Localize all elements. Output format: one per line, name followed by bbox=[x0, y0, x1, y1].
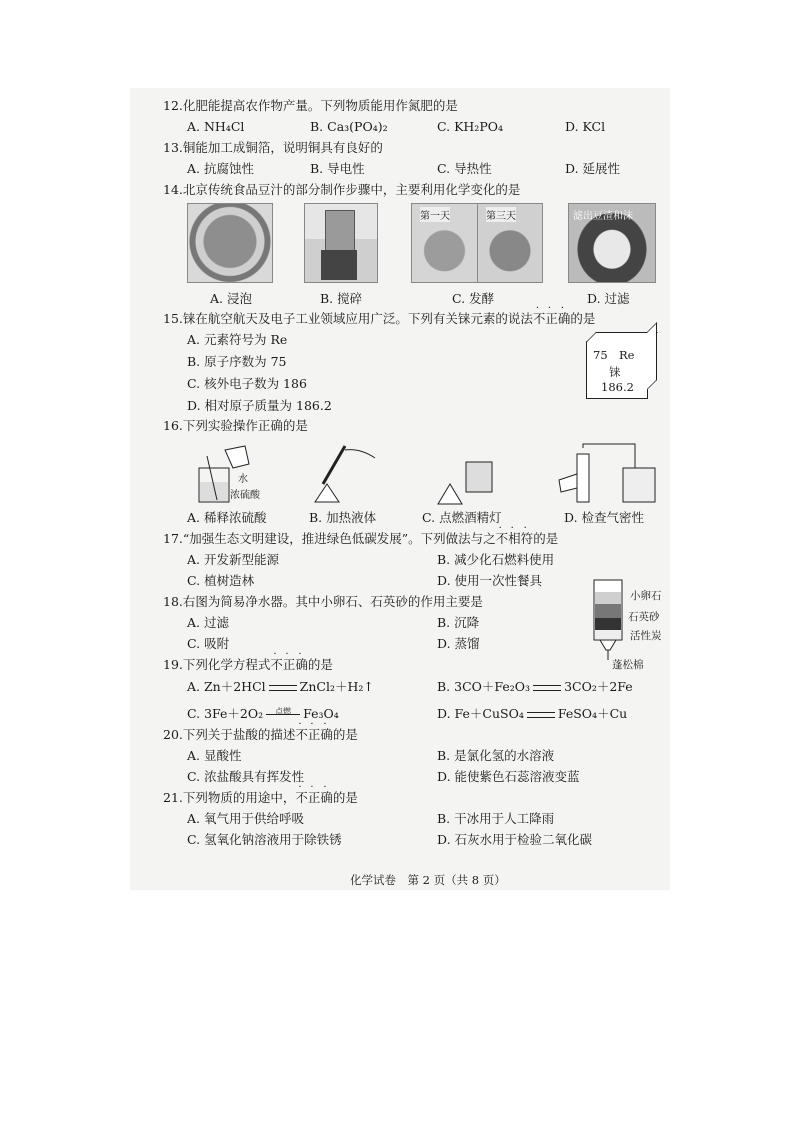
emphasis-dot: · bbox=[560, 303, 565, 314]
q17-option-d: D. 使用一次性餐具 bbox=[437, 573, 543, 588]
reaction-arrow bbox=[266, 707, 300, 716]
q19-option-d bbox=[437, 706, 627, 722]
q14-option-b: B. 搅碎 bbox=[320, 291, 363, 306]
q20-option-c: C. 浓盐酸具有挥发性 bbox=[187, 769, 305, 784]
q19-a-reactants: A. Zn＋2HCl bbox=[187, 679, 266, 694]
q20-stem-pre: 20.下列关于盐酸的描述 bbox=[163, 727, 296, 742]
emphasis-dot: · bbox=[298, 649, 302, 660]
label-water: 水 bbox=[238, 474, 248, 485]
q18-option-d: D. 蒸馏 bbox=[437, 636, 480, 651]
q15-emphasis-text: 不正确 bbox=[532, 311, 571, 326]
card-side-face bbox=[647, 322, 657, 390]
question-20-stem bbox=[163, 719, 358, 743]
second-lamp bbox=[466, 462, 492, 492]
element-card-rhenium bbox=[586, 341, 648, 399]
blender-photo bbox=[304, 203, 378, 283]
reaction-condition: 点燃 bbox=[275, 707, 292, 716]
q16-option-c: C. 点燃酒精灯 bbox=[422, 510, 502, 525]
emphasis-dot: · bbox=[323, 719, 327, 730]
emphasis-dot: · bbox=[547, 303, 552, 314]
lighting-lamp-diagram bbox=[430, 450, 500, 508]
q19-b-products: 3CO₂＋2Fe bbox=[564, 679, 633, 694]
label-concentrated-acid: 浓硫酸 bbox=[230, 490, 260, 501]
alcohol-lamp bbox=[315, 484, 339, 502]
emphasis-dot: · bbox=[310, 719, 314, 730]
emphasis-dot: · bbox=[523, 523, 527, 534]
q15-option-d: D. 相对原子质量为 186.2 bbox=[187, 398, 332, 413]
emphasis-dot: · bbox=[298, 782, 302, 793]
q17-stem-pre: 17.“加强生态文明建设，推进绿色低碳发展”。下列做法与之 bbox=[163, 531, 496, 546]
q19-stem-post: 的是 bbox=[307, 657, 333, 672]
q12-option-c: C. KH₂PO₄ bbox=[437, 119, 503, 134]
q19-emphasis-text: 不正确 bbox=[270, 657, 308, 672]
pebble-layer bbox=[595, 592, 621, 604]
q20-emphasis-text: 不正确 bbox=[295, 727, 333, 742]
water-beaker bbox=[623, 468, 655, 502]
q13-option-b: B. 导电性 bbox=[310, 161, 365, 176]
question-16-stem: 16.下列实验操作正确的是 bbox=[163, 418, 308, 433]
q17-emphasis-text: 不相符 bbox=[495, 531, 534, 546]
q19-d-reactants: D. Fe＋CuSO₄ bbox=[437, 706, 524, 721]
element-atomic-mass: 186.2 bbox=[601, 380, 634, 394]
q19-a-products: ZnCl₂＋H₂↑ bbox=[299, 679, 374, 694]
cotton-layer bbox=[595, 630, 621, 639]
q18-option-b: B. 沉降 bbox=[437, 615, 480, 630]
q19-option-b bbox=[437, 679, 633, 695]
q19-stem-pre: 19.下列化学方程式 bbox=[163, 657, 271, 672]
filtering-photo bbox=[568, 203, 656, 283]
emphasis-dot: · bbox=[285, 649, 289, 660]
emphasis-dot: · bbox=[535, 303, 540, 314]
element-atomic-number: 75 bbox=[593, 348, 608, 362]
q20-stem-post: 的是 bbox=[332, 727, 358, 742]
q19-emphasis bbox=[270, 649, 308, 672]
alcohol-lamp bbox=[438, 484, 462, 504]
question-14-stem: 14.北京传统食品豆汁的部分制作步骤中，主要利用化学变化的是 bbox=[163, 182, 521, 197]
question-17-stem bbox=[163, 523, 559, 547]
q20-emphasis bbox=[295, 719, 333, 742]
test-tube bbox=[577, 454, 589, 502]
q13-option-c: C. 导热性 bbox=[437, 161, 492, 176]
q15-emphasis bbox=[532, 303, 571, 326]
day1-label: 第一天 bbox=[420, 207, 450, 222]
page-footer: 化学试卷 第 2 页（共 8 页） bbox=[350, 873, 506, 887]
question-15-stem bbox=[163, 303, 596, 327]
blender-jar-shape bbox=[325, 210, 355, 252]
quartz-sand-layer bbox=[595, 604, 621, 618]
heating-liquid-diagram bbox=[305, 440, 385, 506]
q19-c-reactants: C. 3Fe＋2O₂ bbox=[187, 706, 264, 721]
q16-option-d: D. 检查气密性 bbox=[564, 510, 645, 525]
q16-option-a: A. 稀释浓硫酸 bbox=[187, 510, 267, 525]
water-purifier-diagram bbox=[588, 578, 628, 662]
element-name: 铼 bbox=[609, 365, 621, 379]
label-cotton: 蓬松棉 bbox=[612, 659, 644, 671]
label-pebbles: 小卵石 bbox=[630, 590, 662, 602]
q15-option-c: C. 核外电子数为 186 bbox=[187, 376, 307, 391]
q18-option-a: A. 过滤 bbox=[187, 615, 229, 630]
question-19-stem bbox=[163, 649, 333, 673]
q20-option-b: B. 是氯化氢的水溶液 bbox=[437, 748, 555, 763]
filter-label: 滤出豆渣和沫 bbox=[573, 211, 633, 222]
q17-option-a: A. 开发新型能源 bbox=[187, 552, 279, 567]
q16-option-b: B. 加热液体 bbox=[309, 510, 377, 525]
label-activated-carbon: 活性炭 bbox=[630, 630, 662, 642]
q21-option-b: B. 干冰用于人工降雨 bbox=[437, 811, 555, 826]
q18-option-c: C. 吸附 bbox=[187, 636, 230, 651]
emphasis-dot: · bbox=[510, 523, 514, 534]
test-tube bbox=[323, 446, 345, 484]
q21-stem-pre: 21.下列物质的用途中， bbox=[163, 790, 296, 805]
label-quartz-sand: 石英砂 bbox=[628, 611, 660, 623]
equals-sign bbox=[527, 712, 555, 718]
q15-option-b: B. 原子序数为 75 bbox=[187, 354, 287, 369]
q21-emphasis bbox=[295, 782, 333, 805]
question-13-stem: 13.铜能加工成铜箔，说明铜具有良好的 bbox=[163, 140, 383, 155]
q21-option-d: D. 石灰水用于检验二氧化碳 bbox=[437, 832, 593, 847]
q20-option-a: A. 显酸性 bbox=[187, 748, 242, 763]
q13-option-d: D. 延展性 bbox=[565, 161, 621, 176]
fermentation-day3-photo bbox=[477, 203, 543, 283]
q15-stem-post: 的是 bbox=[570, 311, 596, 326]
blender-base-shape bbox=[321, 250, 357, 280]
pouring-beaker bbox=[225, 446, 249, 468]
q14-option-a: A. 浸泡 bbox=[210, 291, 252, 306]
fermentation-day1-photo bbox=[411, 203, 478, 283]
soaking-beans-photo bbox=[187, 203, 273, 283]
q21-emphasis-text: 不正确 bbox=[295, 790, 333, 805]
q14-option-c: C. 发酵 bbox=[452, 291, 495, 306]
q12-option-a: A. NH₄Cl bbox=[187, 119, 245, 134]
q21-stem-post: 的是 bbox=[332, 790, 358, 805]
element-symbol: Re bbox=[619, 348, 635, 362]
q21-option-c: C. 氢氧化钠溶液用于除铁锈 bbox=[187, 832, 342, 847]
q15-option-a: A. 元素符号为 Re bbox=[187, 332, 288, 347]
q17-option-b: B. 减少化石燃料使用 bbox=[437, 552, 555, 567]
q19-b-reactants: B. 3CO＋Fe₂O₃ bbox=[437, 679, 531, 694]
emphasis-dot: · bbox=[498, 523, 502, 534]
q19-option-a bbox=[187, 679, 374, 695]
equals-sign bbox=[533, 685, 561, 691]
hand-holder bbox=[345, 450, 375, 458]
equals-sign bbox=[269, 685, 297, 691]
q17-stem-post: 的是 bbox=[533, 531, 559, 546]
q19-option-c bbox=[187, 706, 339, 722]
hand bbox=[559, 474, 577, 492]
q12-option-b: B. Ca₃(PO₄)₂ bbox=[310, 119, 388, 134]
q19-d-products: FeSO₄＋Cu bbox=[557, 706, 628, 721]
q20-option-d: D. 能使紫色石蕊溶液变蓝 bbox=[437, 769, 580, 784]
question-21-stem bbox=[163, 782, 358, 806]
emphasis-dot: · bbox=[298, 719, 302, 730]
q17-emphasis bbox=[495, 523, 534, 546]
q19-c-products: Fe₃O₄ bbox=[303, 706, 339, 721]
purifier-nozzle bbox=[600, 640, 616, 650]
question-18-stem: 18.右图为简易净水器。其中小卵石、石英砂的作用主要是 bbox=[163, 594, 483, 609]
q21-option-a: A. 氧气用于供给呼吸 bbox=[187, 811, 304, 826]
emphasis-dot: · bbox=[310, 782, 314, 793]
q17-option-c: C. 植树造林 bbox=[187, 573, 255, 588]
q12-option-d: D. KCl bbox=[565, 119, 606, 134]
q13-option-a: A. 抗腐蚀性 bbox=[187, 161, 254, 176]
emphasis-dot: · bbox=[323, 782, 327, 793]
emphasis-dot: · bbox=[273, 649, 277, 660]
q14-option-d: D. 过滤 bbox=[587, 291, 630, 306]
conduit bbox=[583, 444, 635, 470]
airtightness-diagram bbox=[555, 440, 665, 506]
question-12-stem: 12.化肥能提高农作物产量。下列物质能用作氮肥的是 bbox=[163, 98, 458, 113]
activated-carbon-layer bbox=[595, 618, 621, 630]
day3-label: 第三天 bbox=[486, 207, 516, 222]
q15-stem-pre: 15.铼在航空航天及电子工业领域应用广泛。下列有关铼元素的说法 bbox=[163, 311, 533, 326]
